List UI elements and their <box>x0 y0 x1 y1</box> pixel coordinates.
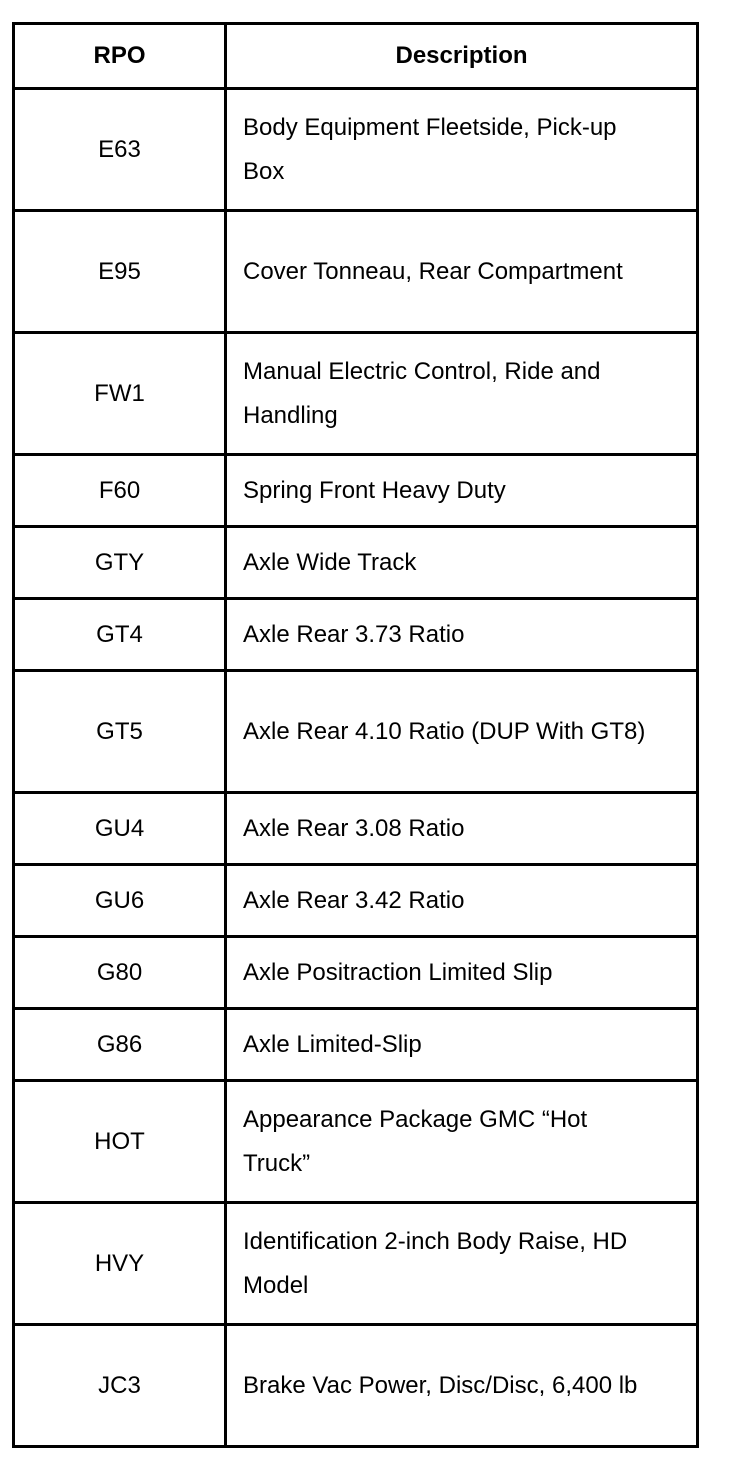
description-cell: Cover Tonneau, Rear Compartment <box>226 211 698 333</box>
table-body <box>14 89 698 1447</box>
description-cell: Manual Electric Control, Ride and Handling <box>226 333 698 455</box>
table-row <box>14 527 698 599</box>
table-row <box>14 211 698 333</box>
rpo-code-cell: GU6 <box>14 865 226 937</box>
table-row <box>14 599 698 671</box>
table-row <box>14 1081 698 1203</box>
description-cell: Axle Rear 3.42 Ratio <box>226 865 698 937</box>
table-row <box>14 671 698 793</box>
header-description: Description <box>226 24 698 89</box>
description-cell: Axle Limited-Slip <box>226 1009 698 1081</box>
table-row <box>14 1203 698 1325</box>
rpo-code-cell: FW1 <box>14 333 226 455</box>
description-cell: Axle Wide Track <box>226 527 698 599</box>
rpo-code-cell: HOT <box>14 1081 226 1203</box>
description-cell: Appearance Package GMC “Hot Truck” <box>226 1081 698 1203</box>
rpo-code-cell: GT5 <box>14 671 226 793</box>
rpo-code-cell: E95 <box>14 211 226 333</box>
description-cell: Axle Rear 4.10 Ratio (DUP With GT8) <box>226 671 698 793</box>
rpo-code-cell: GU4 <box>14 793 226 865</box>
rpo-table <box>12 22 699 1448</box>
description-cell: Axle Rear 3.73 Ratio <box>226 599 698 671</box>
header-rpo: RPO <box>14 24 226 89</box>
table-row <box>14 793 698 865</box>
description-cell: Brake Vac Power, Disc/Disc, 6,400 lb <box>226 1325 698 1447</box>
description-cell: Axle Rear 3.08 Ratio <box>226 793 698 865</box>
table-row <box>14 333 698 455</box>
rpo-code-cell: HVY <box>14 1203 226 1325</box>
table-row <box>14 89 698 211</box>
rpo-code-cell: JC3 <box>14 1325 226 1447</box>
rpo-code-cell: F60 <box>14 455 226 527</box>
table-row <box>14 455 698 527</box>
rpo-code-cell: G80 <box>14 937 226 1009</box>
header-row <box>14 24 698 89</box>
rpo-code-cell: GT4 <box>14 599 226 671</box>
rpo-code-cell: G86 <box>14 1009 226 1081</box>
table-row <box>14 865 698 937</box>
description-cell: Identification 2-inch Body Raise, HD Model <box>226 1203 698 1325</box>
description-cell: Spring Front Heavy Duty <box>226 455 698 527</box>
table-row <box>14 937 698 1009</box>
description-cell: Axle Positraction Limited Slip <box>226 937 698 1009</box>
rpo-code-cell: E63 <box>14 89 226 211</box>
rpo-code-cell: GTY <box>14 527 226 599</box>
description-cell: Body Equipment Fleetside, Pick-up Box <box>226 89 698 211</box>
table-row <box>14 1325 698 1447</box>
table-row <box>14 1009 698 1081</box>
